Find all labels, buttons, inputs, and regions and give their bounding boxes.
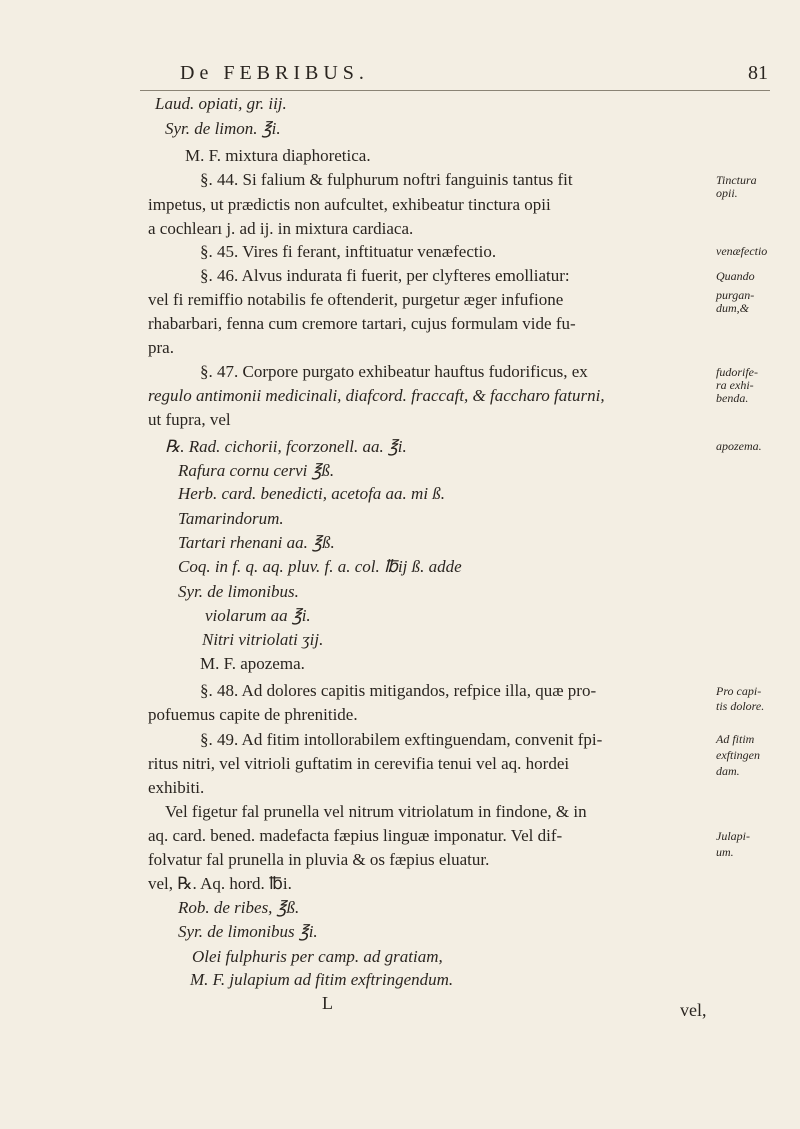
text-line: vel, ℞. Aq. hord. ℔i. (148, 874, 292, 893)
text-line: regulo antimonii medicinali, diafcord. fraccaft, & faccharo faturni, (148, 386, 605, 405)
text-line: Syr. de limonibus ℥i. (178, 922, 318, 941)
text-line: Coq. in f. q. aq. pluv. f. a. col. ℔ij ß. adde (178, 557, 462, 576)
margin-note: Tinctura (716, 173, 757, 187)
margin-note: benda. (716, 391, 749, 405)
margin-note: ra exhi- (716, 378, 754, 392)
margin-note: dam. (716, 764, 740, 778)
text-line: ut fupra, vel (148, 410, 231, 429)
text-line: aq. card. bened. madefacta fæpius linguæ imponatur. Vel dif- (148, 826, 563, 845)
text-line: M. F. mixtura diaphoretica. (185, 146, 371, 165)
margin-note: opii. (716, 186, 738, 200)
margin-note: exftingen (716, 748, 760, 762)
text-line: §. 49. Ad fitim intollorabilem exftinguendam, convenit fpi- (200, 730, 603, 749)
margin-note: Pro capi- (716, 684, 762, 698)
running-title: De FEBRIBUS. (180, 62, 369, 84)
margin-note: Ad fitim (716, 732, 755, 746)
text-line: violarum aa ℥i. (205, 606, 311, 625)
text-line: ℞. Rad. cichorii, fcorzonell. aa. ℥i. (165, 437, 407, 456)
page-number: 81 (748, 62, 768, 84)
text-line: rhabarbari, fenna cum cremore tartari, cujus formulam vide fu- (148, 314, 576, 333)
text-line: exhibiti. (148, 778, 205, 797)
text-line: M. F. apozema. (200, 654, 305, 673)
text-line: pra. (148, 338, 174, 357)
text-line: Syr. de limonibus. (178, 582, 299, 601)
text-line: folvatur fal prunella in pluvia & os fæpius eluatur. (148, 850, 490, 869)
text-line: Nitri vitriolati ʒij. (202, 630, 324, 649)
text-line: ritus nitri, vel vitrioli guftatim in cerevifia tenui vel aq. hordei (148, 754, 570, 773)
text-line: a cochlearı j. ad ij. in mixtura cardiaca. (148, 219, 414, 238)
text-line: Laud. opiati, gr. iij. (155, 94, 287, 113)
margin-note: Quando (716, 269, 755, 283)
text-line: Rafura cornu cervi ℥ß. (178, 461, 335, 480)
text-line: impetus, ut prædictis non aufcultet, exhibeatur tinctura opii (148, 195, 551, 214)
text-line: pofuemus capite de phrenitide. (148, 705, 358, 724)
text-line: Tamarindorum. (178, 509, 284, 528)
text-line: Vel figetur fal prunella vel nitrum vitriolatum in findone, & in (165, 802, 587, 821)
text-line: Rob. de ribes, ℥ß. (178, 898, 300, 917)
text-line: §. 45. Vires fi ferant, inftituatur venæfectio. (200, 242, 497, 261)
text-line: M. F. julapium ad fitim exftringendum. (190, 970, 454, 989)
text-line: §. 47. Corpore purgato exhibeatur hauftus fudorificus, ex (200, 362, 588, 381)
margin-note: fudorife- (716, 365, 758, 379)
margin-note: apozema. (716, 439, 762, 453)
margin-note: tis dolore. (716, 699, 765, 713)
margin-note: venæfectio (716, 244, 768, 258)
signature-mark: L (322, 993, 333, 1013)
text-line: §. 44. Si falium & fulphurum noftri fanguinis tantus fit (200, 170, 573, 189)
text-line: Olei fulphuris per camp. ad gratiam, (192, 947, 443, 966)
text-line: Herb. card. benedicti, acetofa aa. mi ß. (178, 484, 446, 503)
margin-note: purgan- (716, 288, 755, 302)
text-line: vel fi remiffio notabilis fe oftenderit, purgetur æger infufione (148, 290, 564, 309)
catchword: vel, (680, 1000, 707, 1020)
text-line: Tartari rhenani aa. ℥ß. (178, 533, 335, 552)
text-line: §. 46. Alvus indurata fi fuerit, per clyfteres emolliatur: (200, 266, 570, 285)
header-rule (140, 90, 770, 91)
margin-note: um. (716, 845, 734, 859)
text-line: §. 48. Ad dolores capitis mitigandos, refpice illa, quæ pro- (200, 681, 597, 700)
margin-note: dum,& (716, 301, 749, 315)
margin-note: Julapi- (716, 829, 750, 843)
text-line: Syr. de limon. ℥i. (165, 119, 281, 138)
